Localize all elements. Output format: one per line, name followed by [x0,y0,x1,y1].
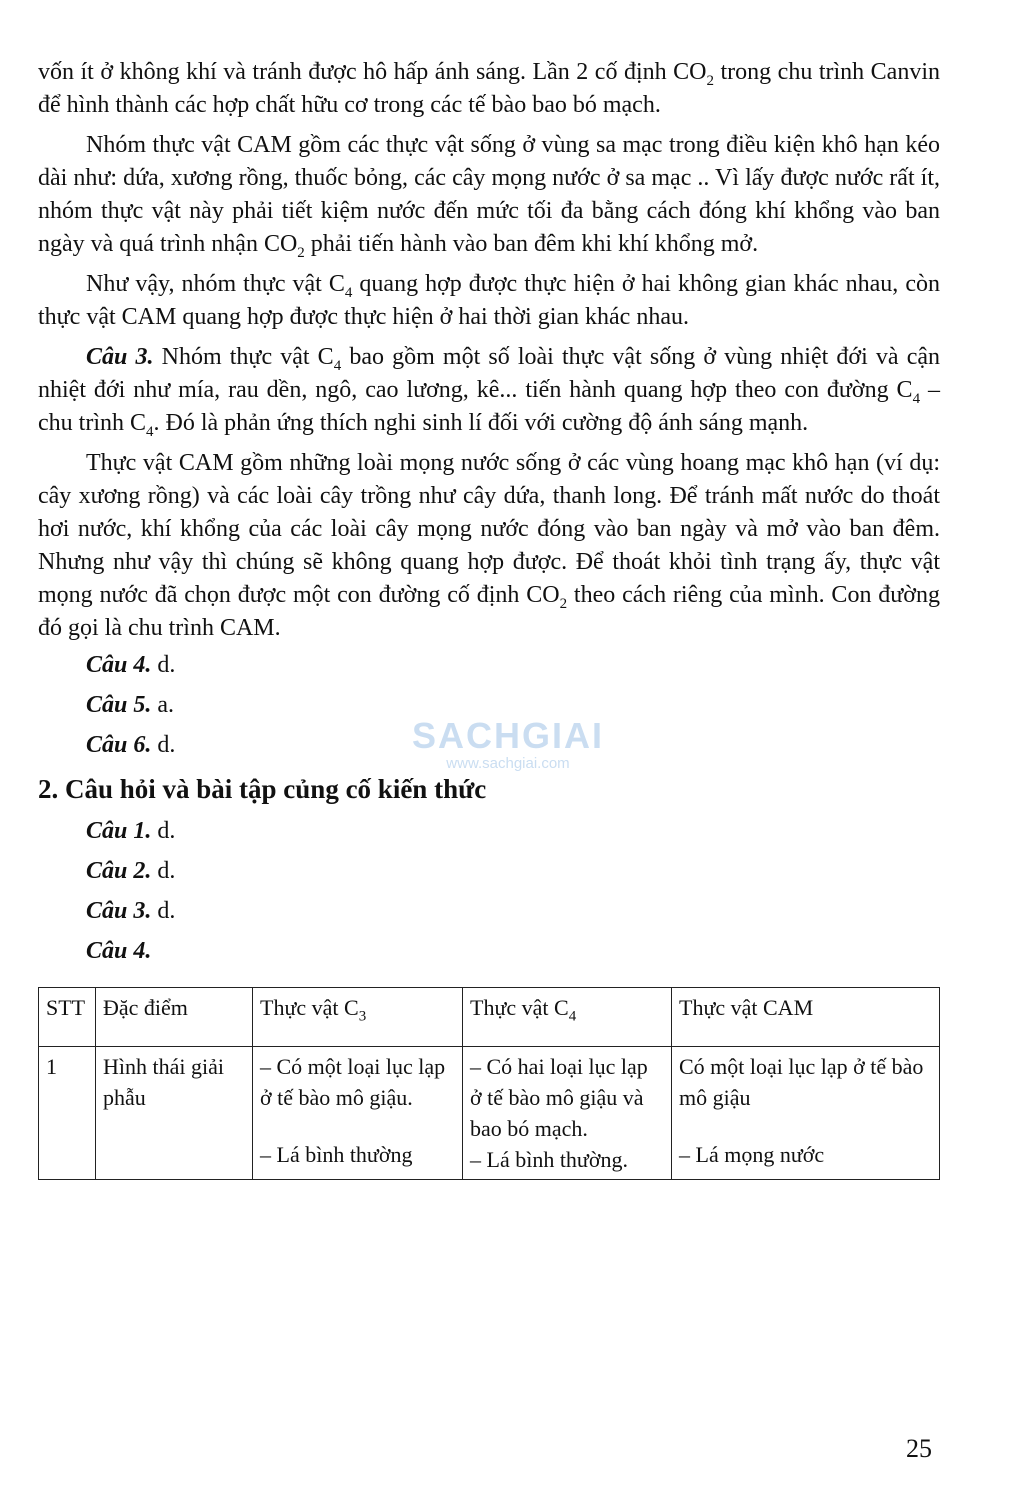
header-c4: Thực vật $C_4$ [463,988,672,1047]
answer-item: Câu 5. a. [86,692,175,718]
page-number: 25 [906,1434,932,1463]
header-c3: Thực vật $C_3$ [253,988,463,1047]
page-content [38,56,940,1180]
table-header-row [39,988,940,1047]
paragraph-1: vốn ít ở không khí và tránh được hô hấp ánh sáng. Lần 2 cố định $CO_2$ trong chu trình Canvin để hình thành các hợp chất hữu cơ trong các tế bào bao bó mạch. [38,59,941,118]
answer-item: Câu 2. d. [86,858,176,884]
header-feature: Đặc điểm [96,988,253,1047]
cell-cam: Có một loại lục lạp ở tế bào mô giậu – Lá mọng nước [672,1047,940,1180]
answer-item: Câu 4. [86,938,152,964]
answers-part-1 [38,645,940,765]
question-label: Câu 3. [86,344,154,370]
watermark-brand: SACHGIAI [411,715,604,756]
section-heading: 2. Câu hỏi và bài tập củng cố kiến thức [38,774,487,804]
comparison-table [38,987,940,1180]
paragraph-5: Thực vật CAM gồm những loài mọng nước sống ở các vùng hoang mạc khô hạn (ví dụ: cây xương rồng) và các loài cây trồng như cây dứa, thanh long. Để tránh mất nước do thoát hơi nước, khí khổng của các loài cây mọng nước đóng vào ban ngày và mở vào ban đêm. Nhưng như vậy thì chúng sẽ không quang hợp được. Để thoát khỏi tình trạng ấy, thực vật mọng nước đã chọn được một con đường cố định $CO_2$ theo cách riêng của mình. Con đường đó gọi là chu trình CAM. [38,450,940,641]
header-stt: STT [39,988,96,1047]
cell-feature: Hình thái giải phẫu [96,1047,253,1180]
paragraph-3: Như vậy, nhóm thực vật $C_4$ quang hợp được thực hiện ở hai không gian khác nhau, còn thực vật CAM quang hợp được thực hiện ở hai thời gian khác nhau. [38,271,940,330]
answer-item: Câu 3. d. [86,898,176,924]
table-row [39,1047,940,1180]
answers-part-2 [38,811,940,971]
answer-item: Câu 1. d. [86,818,176,844]
cell-c3: – Có một loại lục lạp ở tế bào mô giậu. – Lá bình thường [253,1047,463,1180]
answer-item: Câu 4. d. [86,652,176,678]
paragraph-4: Câu 3. Nhóm thực vật $C_4$ bao gồm một số loài thực vật sống ở vùng nhiệt đới và cận nhiệt đới như mía, rau dền, ngô, cao lương, kê... tiến hành quang hợp theo con đường $C_4$ – chu trình $C_4$. Đó là phản ứng thích nghi sinh lí đối với cường độ ánh sáng mạnh. [38,344,941,440]
cell-stt: 1 [39,1047,96,1180]
answer-item: Câu 6. d. [86,732,176,758]
watermark-url: www.sachgiai.com [446,755,570,772]
header-cam: Thực vật CAM [672,988,940,1047]
paragraph-2: Nhóm thực vật CAM gồm các thực vật sống ở vùng sa mạc trong điều kiện khô hạn kéo dài như: dứa, xương rồng, thuốc bỏng, các cây mọng nước ở sa mạc .. Vì lấy được nước rất ít, nhóm thực vật này phải tiết kiệm nước đến mức tối đa bằng cách đóng khí khổng vào ban ngày và quá trình nhận $CO_2$ phải tiến hành vào ban đêm khi khí khổng mở. [38,132,940,261]
cell-c4: – Có hai loại lục lạp ở tế bào mô giậu và bao bó mạch. – Lá bình thường. [463,1047,672,1180]
